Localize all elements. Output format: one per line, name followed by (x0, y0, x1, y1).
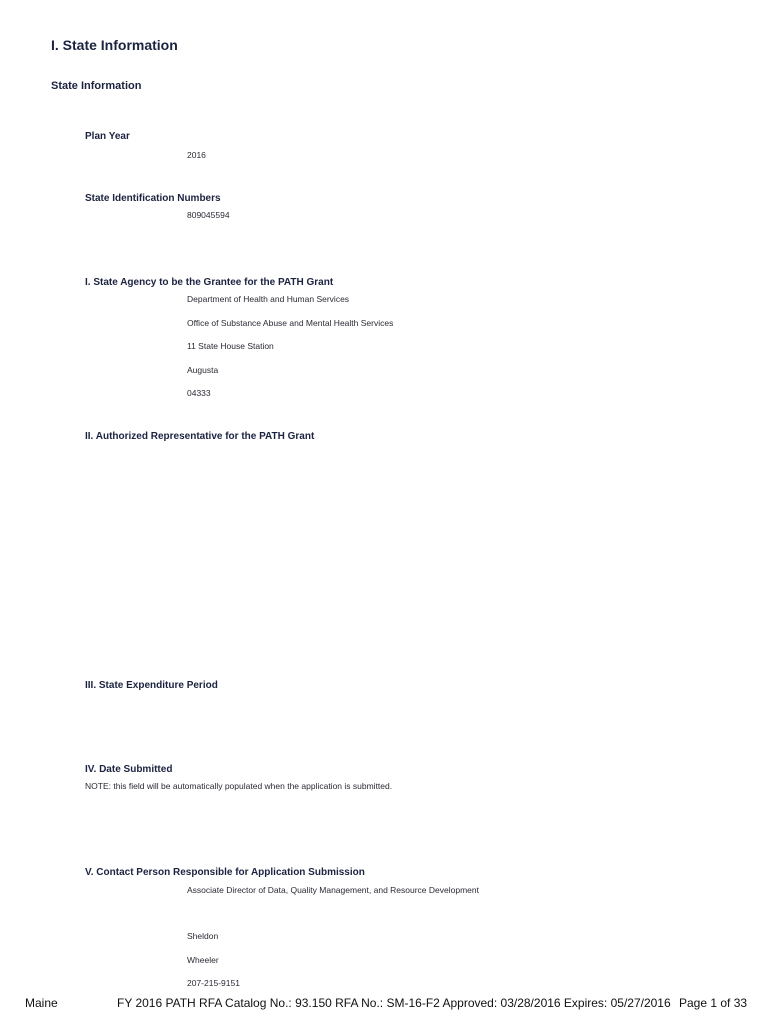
section-subtitle: State Information (51, 80, 142, 92)
field-value: 2016 (187, 150, 206, 160)
field-value: 04333 (187, 388, 211, 398)
field-value: Sheldon (187, 931, 219, 941)
field-value: 809045594 (187, 210, 230, 220)
rep-heading: II. Authorized Representative for the PATH Grant (85, 431, 315, 442)
date-submitted-heading: IV. Date Submitted (85, 764, 173, 775)
auto-populate-note: NOTE: this field will be automatically populated when the application is submitted. (85, 781, 393, 791)
field-value: Associate Director of Data, Quality Management, and Resource Development (187, 885, 479, 895)
field-value: Wheeler (187, 955, 219, 965)
plan-year-heading: Plan Year (85, 131, 130, 142)
state-ids-heading: State Identification Numbers (85, 193, 221, 204)
footer-page-number: Page 1 of 33 (679, 996, 748, 1010)
expenditure-heading: III. State Expenditure Period (85, 680, 218, 691)
field-value: 11 State House Station (187, 341, 274, 351)
footer-catalog-info: FY 2016 PATH RFA Catalog No.: 93.150 RFA No.: SM-16-F2 Approved: 03/28/2016 Expires: 05/27/2016 (117, 996, 671, 1010)
field-value: Department of Health and Human Services (187, 294, 350, 304)
contact-heading: V. Contact Person Responsible for Application Submission (85, 867, 365, 878)
page-title: I. State Information (51, 37, 178, 53)
field-value: Office of Substance Abuse and Mental Health Services (187, 318, 394, 328)
agency-heading: I. State Agency to be the Grantee for the PATH Grant (85, 277, 334, 288)
footer-state: Maine (25, 996, 58, 1010)
field-value: Augusta (187, 365, 219, 375)
field-value: 207-215-9151 (187, 978, 240, 988)
